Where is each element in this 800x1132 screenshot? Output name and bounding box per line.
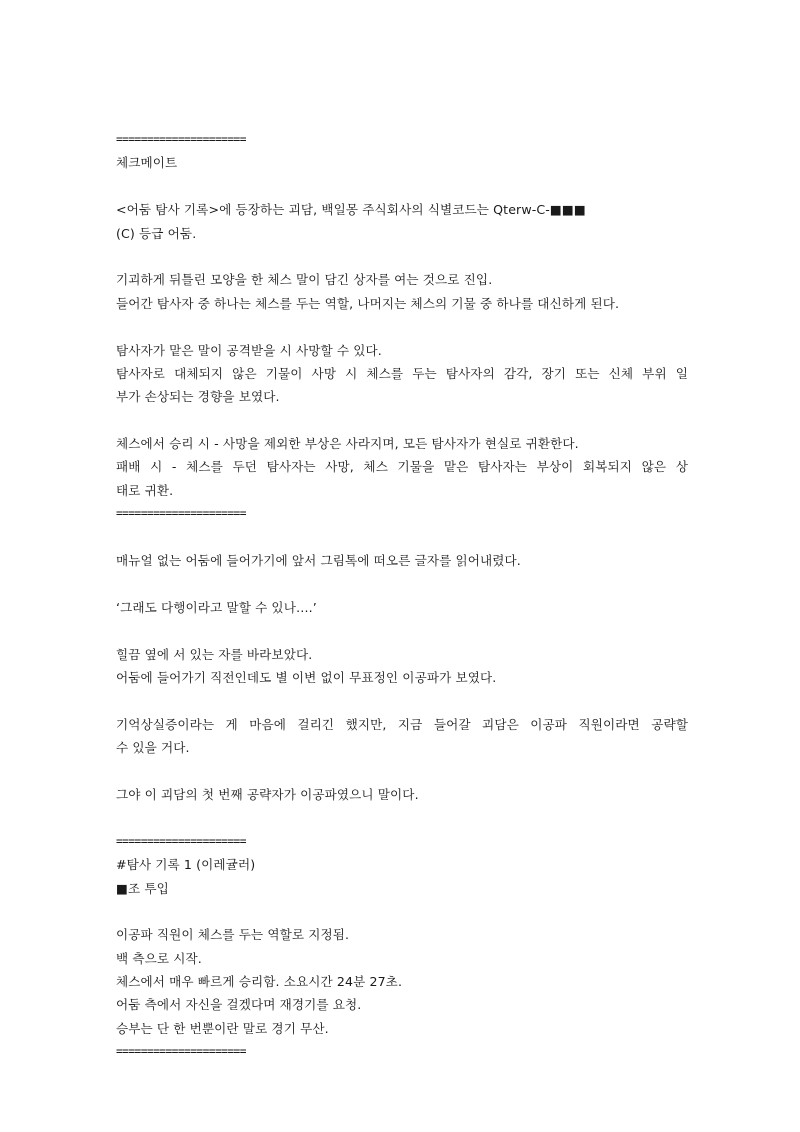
- narrative-paragraph: 그야 이 괴담의 첫 번째 공략자가 이공파였으니 말이다.: [116, 786, 419, 802]
- blank-line: [116, 760, 688, 783]
- narrative-paragraph: 힐끔 옆에 서 있는 자를 바라보았다.: [116, 646, 313, 662]
- paragraph-line: 탐사자가 맡은 말이 공격받을 시 사망할 수 있다.: [116, 342, 382, 358]
- paragraph-line: 들어간 탐사자 중 하나는 체스를 두는 역할, 나머지는 체스의 기물 중 하나를 대신하게 된다.: [116, 295, 620, 311]
- blank-line: [116, 526, 688, 549]
- paragraph-line: 태로 귀환.: [116, 482, 174, 498]
- paragraph-line: 체스에서 승리 시 - 사망을 제외한 부상은 사라지며, 모든 탐사자가 현실로 귀환한다.: [116, 436, 579, 452]
- blank-line: [116, 245, 688, 268]
- blank-line: [116, 315, 688, 338]
- record-team: ■조 투입: [116, 880, 169, 896]
- separator: =====================: [116, 133, 246, 146]
- blank-line: [116, 619, 688, 642]
- document-title: 체크메이트: [116, 155, 178, 171]
- blank-line: [116, 175, 688, 198]
- record-line: 어둠 측에서 자신을 걸겠다며 재경기를 요청.: [116, 997, 362, 1013]
- paragraph-line: 패배 시 - 체스를 두던 탐사자는 사망, 체스 기물을 맡은 탐사자는 부상이 회복되지 않은 상: [116, 459, 688, 475]
- separator: =====================: [116, 507, 246, 521]
- blank-line: [116, 572, 688, 595]
- blank-line: [116, 806, 688, 829]
- paragraph-line: 탐사자로 대체되지 않은 기물이 사망 시 체스를 두는 탐사자의 감각, 장기 또는 신체 부위 일: [116, 365, 688, 381]
- narrative-paragraph: 어둠에 들어가기 직전인데도 별 이변 없이 무표정인 이공파가 보였다.: [116, 669, 497, 685]
- paragraph-line: (C) 등급 어둠.: [116, 225, 197, 241]
- document-body: [116, 128, 688, 1064]
- separator: =====================: [116, 834, 246, 848]
- blank-line: [116, 689, 688, 712]
- separator: =====================: [116, 1045, 246, 1059]
- record-line: 백 측으로 시작.: [116, 950, 202, 966]
- paragraph-line: <어둠 탐사 기록>에 등장하는 괴담, 백일몽 주식회사의 식별코드는 Qterw-C-■■■: [116, 202, 586, 218]
- blank-line: [116, 900, 688, 923]
- record-title: #탐사 기록 1 (이레귤러): [116, 857, 256, 873]
- narrative-paragraph: ‘그래도 다행이라고 말할 수 있나….’: [116, 599, 317, 615]
- blank-line: [116, 409, 688, 432]
- paragraph-line: 기괴하게 뒤틀린 모양을 한 체스 말이 담긴 상자를 여는 것으로 진입.: [116, 272, 493, 288]
- narrative-paragraph: 기억상실증이라는 게 마음에 걸리긴 했지만, 지금 들어갈 괴담은 이공파 직원이라면 공략할: [116, 716, 688, 732]
- record-line: 체스에서 매우 빠르게 승리함. 소요시간 24분 27초.: [116, 974, 403, 990]
- narrative-paragraph: 매뉴얼 없는 어둠에 들어가기에 앞서 그림톡에 떠오른 글자를 읽어내렸다.: [116, 553, 521, 569]
- narrative-paragraph: 수 있을 거다.: [116, 740, 190, 756]
- record-line: 승부는 단 한 번뿐이란 말로 경기 무산.: [116, 1020, 329, 1036]
- paragraph-line: 부가 손상되는 경향을 보였다.: [116, 389, 280, 405]
- record-line: 이공파 직원이 체스를 두는 역할로 지정됨.: [116, 927, 350, 943]
